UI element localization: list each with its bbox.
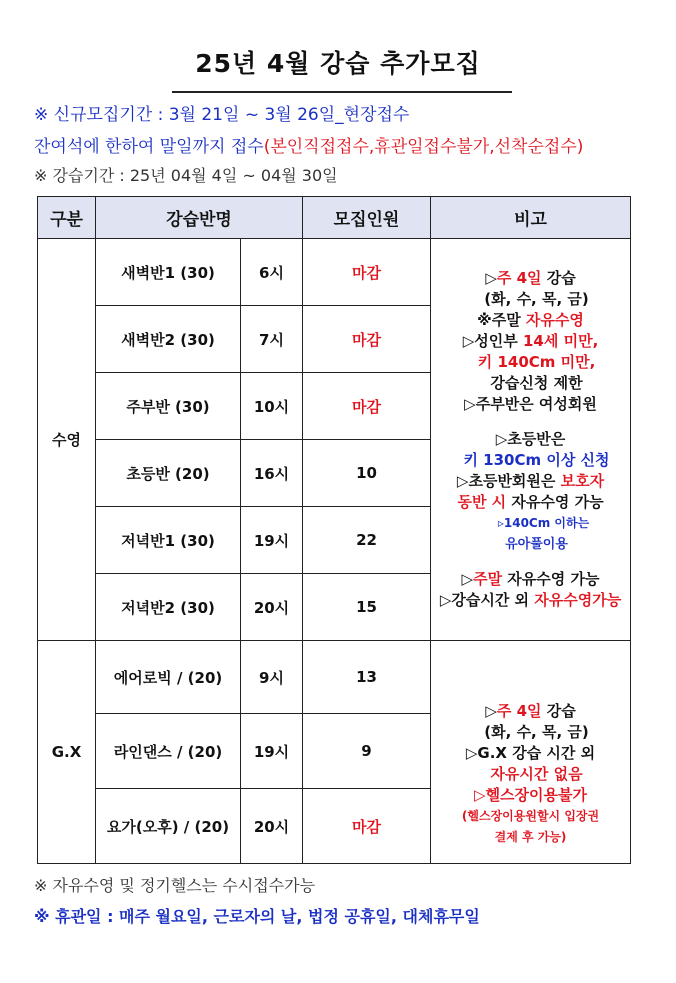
table-header-row (38, 197, 631, 239)
header-remarks: 비고 (431, 197, 631, 239)
class-name: 새벽반1 (30) (96, 239, 241, 306)
remark-line: 강습신청 제한 (490, 374, 583, 392)
recruit-period-line: ※ 신규모집기간 : 3월 21일 ~ 3월 26일_현장접수 (34, 105, 410, 125)
class-capacity: 마감 (303, 373, 431, 440)
class-time: 10시 (241, 373, 303, 440)
class-time: 6시 (241, 239, 303, 306)
class-name: 주부반 (30) (96, 373, 241, 440)
remaining-seat-conditions: (본인직접접수,휴관일접수불가,선착순접수) (263, 137, 584, 157)
class-capacity: 15 (303, 574, 431, 641)
class-time: 7시 (241, 306, 303, 373)
remark-line: (화, 수, 목, 금) (484, 290, 589, 308)
remark-line: ▷성인부 14세 미만, (462, 332, 599, 350)
class-name: 요가(오후) / (20) (96, 789, 241, 864)
class-time: 20시 (241, 789, 303, 864)
remark-line: (화, 수, 목, 금) (484, 722, 589, 741)
remark-line: (헬스장이용원할시 입장권 (461, 808, 600, 823)
class-capacity: 10 (303, 440, 431, 507)
remark-line: ▷강습시간 외 자유수영가능 (439, 591, 622, 609)
class-name: 저녁반1 (30) (96, 507, 241, 574)
remark-line: ▷주 4일 강습 (485, 701, 576, 720)
class-capacity: 마감 (303, 789, 431, 864)
header-category: 구분 (38, 197, 96, 239)
remark-line: ▷주부반은 여성회원 (464, 395, 597, 413)
class-capacity: 마감 (303, 306, 431, 373)
table-row (38, 239, 631, 306)
swim-remarks (431, 239, 631, 641)
class-table (37, 196, 631, 864)
class-time: 19시 (241, 507, 303, 574)
class-name: 새벽반2 (30) (96, 306, 241, 373)
remark-line: ▹140Cm 이하는 (497, 516, 590, 530)
category-gx: G.X (38, 641, 96, 864)
class-time: 16시 (241, 440, 303, 507)
class-capacity: 22 (303, 507, 431, 574)
remark-line: 키 130Cm 이상 신청 (463, 451, 610, 469)
remark-line: 자유시간 없음 (490, 764, 583, 783)
remark-line: ▷주 4일 강습 (485, 269, 576, 287)
class-name: 에어로빅 / (20) (96, 641, 241, 714)
gx-remarks (431, 641, 631, 864)
class-name: 저녁반2 (30) (96, 574, 241, 641)
title-underline (172, 91, 512, 93)
remark-line: ▷초등반은 (495, 430, 566, 448)
class-time: 19시 (241, 714, 303, 789)
class-name: 초등반 (20) (96, 440, 241, 507)
free-swim-note: ※ 자유수영 및 정기헬스는 수시접수가능 (34, 876, 316, 895)
remaining-seat-main: 잔여석에 한하여 말일까지 접수 (34, 137, 264, 157)
class-name: 라인댄스 / (20) (96, 714, 241, 789)
class-time: 20시 (241, 574, 303, 641)
remark-line: ▷초등반회원은 보호자 (456, 472, 605, 490)
closed-days-note: ※ 휴관일 : 매주 월요일, 근로자의 날, 법정 공휴일, 대체휴무일 (34, 907, 480, 926)
header-class: 강습반명 (96, 197, 303, 239)
lesson-period-line: ※ 강습기간 : 25년 04월 4일 ~ 04월 30일 (34, 166, 338, 185)
remark-line: 키 140Cm 미만, (477, 353, 596, 371)
remark-line: ▷G.X 강습 시간 외 (465, 743, 596, 762)
class-capacity: 9 (303, 714, 431, 789)
remark-line: 결제 후 가능) (494, 829, 567, 844)
class-capacity: 13 (303, 641, 431, 714)
remark-line: ▷헬스장이용불가 (474, 785, 587, 804)
remark-line: ※주말 자유수영 (477, 311, 584, 329)
class-time: 9시 (241, 641, 303, 714)
remark-line: 동반 시 자유수영 가능 (457, 493, 604, 511)
page-title: 25년 4월 강습 추가모집 (195, 49, 481, 78)
remaining-seat-line (34, 132, 583, 157)
remark-line: ▷주말 자유수영 가능 (461, 570, 600, 588)
table-row (38, 641, 631, 714)
class-capacity: 마감 (303, 239, 431, 306)
remark-line: 유아풀이용 (505, 537, 568, 552)
header-capacity: 모집인원 (303, 197, 431, 239)
category-swim: 수영 (38, 239, 96, 641)
